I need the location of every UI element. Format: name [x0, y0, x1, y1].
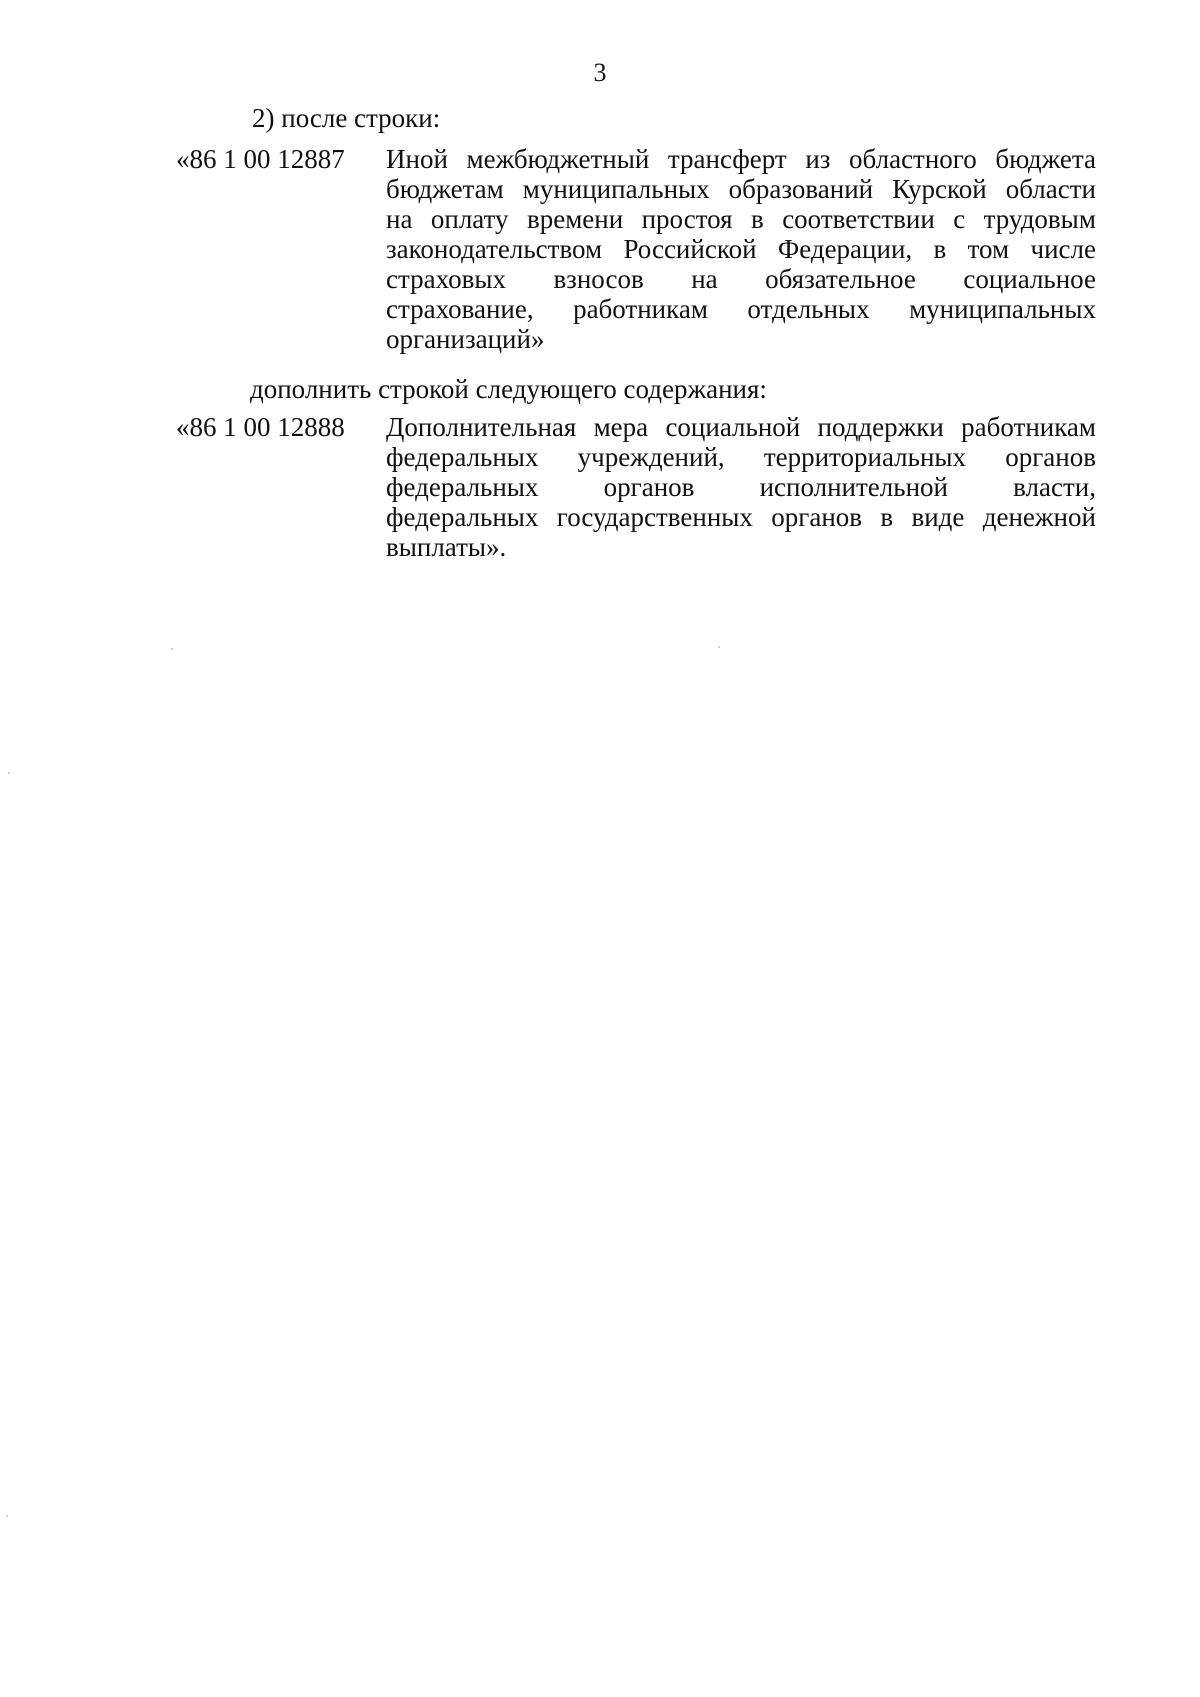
- word: на: [691, 264, 718, 294]
- word: Иной: [386, 144, 448, 174]
- scan-speck: [171, 648, 173, 650]
- word: обязательное: [765, 264, 916, 294]
- word: муниципальных: [909, 294, 1096, 324]
- word: власти,: [1013, 472, 1096, 502]
- intro-text: 2) после строки:: [252, 103, 441, 133]
- word: Российской: [623, 234, 757, 264]
- word: на: [386, 204, 413, 234]
- word: бюджетам: [386, 174, 504, 204]
- word: том: [967, 234, 1010, 264]
- word: федеральных: [386, 502, 539, 532]
- budget-code: «86 1 00 12887: [176, 144, 345, 174]
- description-line: [386, 204, 1096, 234]
- word: из: [805, 144, 831, 174]
- description-line: выплаты».: [386, 532, 507, 562]
- word: органов: [1005, 442, 1096, 472]
- description-line: [386, 174, 1096, 204]
- word: соответствии: [782, 204, 935, 234]
- description-line: [386, 294, 1096, 324]
- description-line: [386, 502, 1096, 532]
- word: социальное: [963, 264, 1096, 294]
- word: федеральных: [386, 472, 539, 502]
- word: учреждений,: [577, 442, 725, 472]
- word: трудовым: [983, 204, 1096, 234]
- word: в: [751, 204, 764, 234]
- connector-text: дополнить строкой следующего содержания:: [250, 374, 767, 404]
- word: времени: [526, 204, 624, 234]
- description-line: [386, 234, 1096, 264]
- word: отдельных: [747, 294, 870, 324]
- description-line: организаций»: [386, 324, 545, 354]
- word: работникам: [573, 294, 708, 324]
- word: социальной: [665, 412, 801, 442]
- description-line: [386, 144, 1096, 174]
- word: межбюджетный: [466, 144, 650, 174]
- word: поддержки: [817, 412, 944, 442]
- description-line: [386, 412, 1096, 442]
- word: Курской: [892, 174, 987, 204]
- budget-code: «86 1 00 12888: [176, 412, 345, 442]
- word: взносов: [553, 264, 644, 294]
- description-line: [386, 264, 1096, 294]
- word: страховых: [386, 264, 506, 294]
- word: страхование,: [386, 294, 534, 324]
- word: федеральных: [386, 442, 539, 472]
- word: числе: [1030, 234, 1096, 264]
- word: мера: [593, 412, 649, 442]
- word: в: [880, 502, 894, 532]
- scan-speck: [8, 772, 10, 774]
- word: органов: [603, 472, 695, 502]
- word: Дополнительная: [386, 412, 577, 442]
- word: работникам: [961, 412, 1096, 442]
- word: органов: [771, 502, 863, 532]
- entry-description: [386, 412, 1096, 562]
- word: с: [953, 204, 966, 234]
- word: областного: [849, 144, 977, 174]
- description-line: [386, 472, 1096, 502]
- page-number: 3: [593, 58, 607, 87]
- word: исполнительной: [759, 472, 948, 502]
- word: Федерации,: [777, 234, 913, 264]
- word: области: [1005, 174, 1096, 204]
- word: виде: [911, 502, 965, 532]
- word: в: [933, 234, 947, 264]
- scan-speck: [6, 1515, 8, 1517]
- entry-description: [386, 144, 1096, 354]
- word: законодательством: [386, 234, 603, 264]
- word: муниципальных: [522, 174, 710, 204]
- word: территориальных: [763, 442, 967, 472]
- word: трансферт: [667, 144, 787, 174]
- scan-speck: [718, 646, 720, 648]
- word: бюджета: [995, 144, 1096, 174]
- word: государственных: [556, 502, 753, 532]
- word: денежной: [982, 502, 1096, 532]
- description-line: [386, 442, 1096, 472]
- word: образований: [728, 174, 874, 204]
- word: оплату: [430, 204, 509, 234]
- word: простоя: [641, 204, 733, 234]
